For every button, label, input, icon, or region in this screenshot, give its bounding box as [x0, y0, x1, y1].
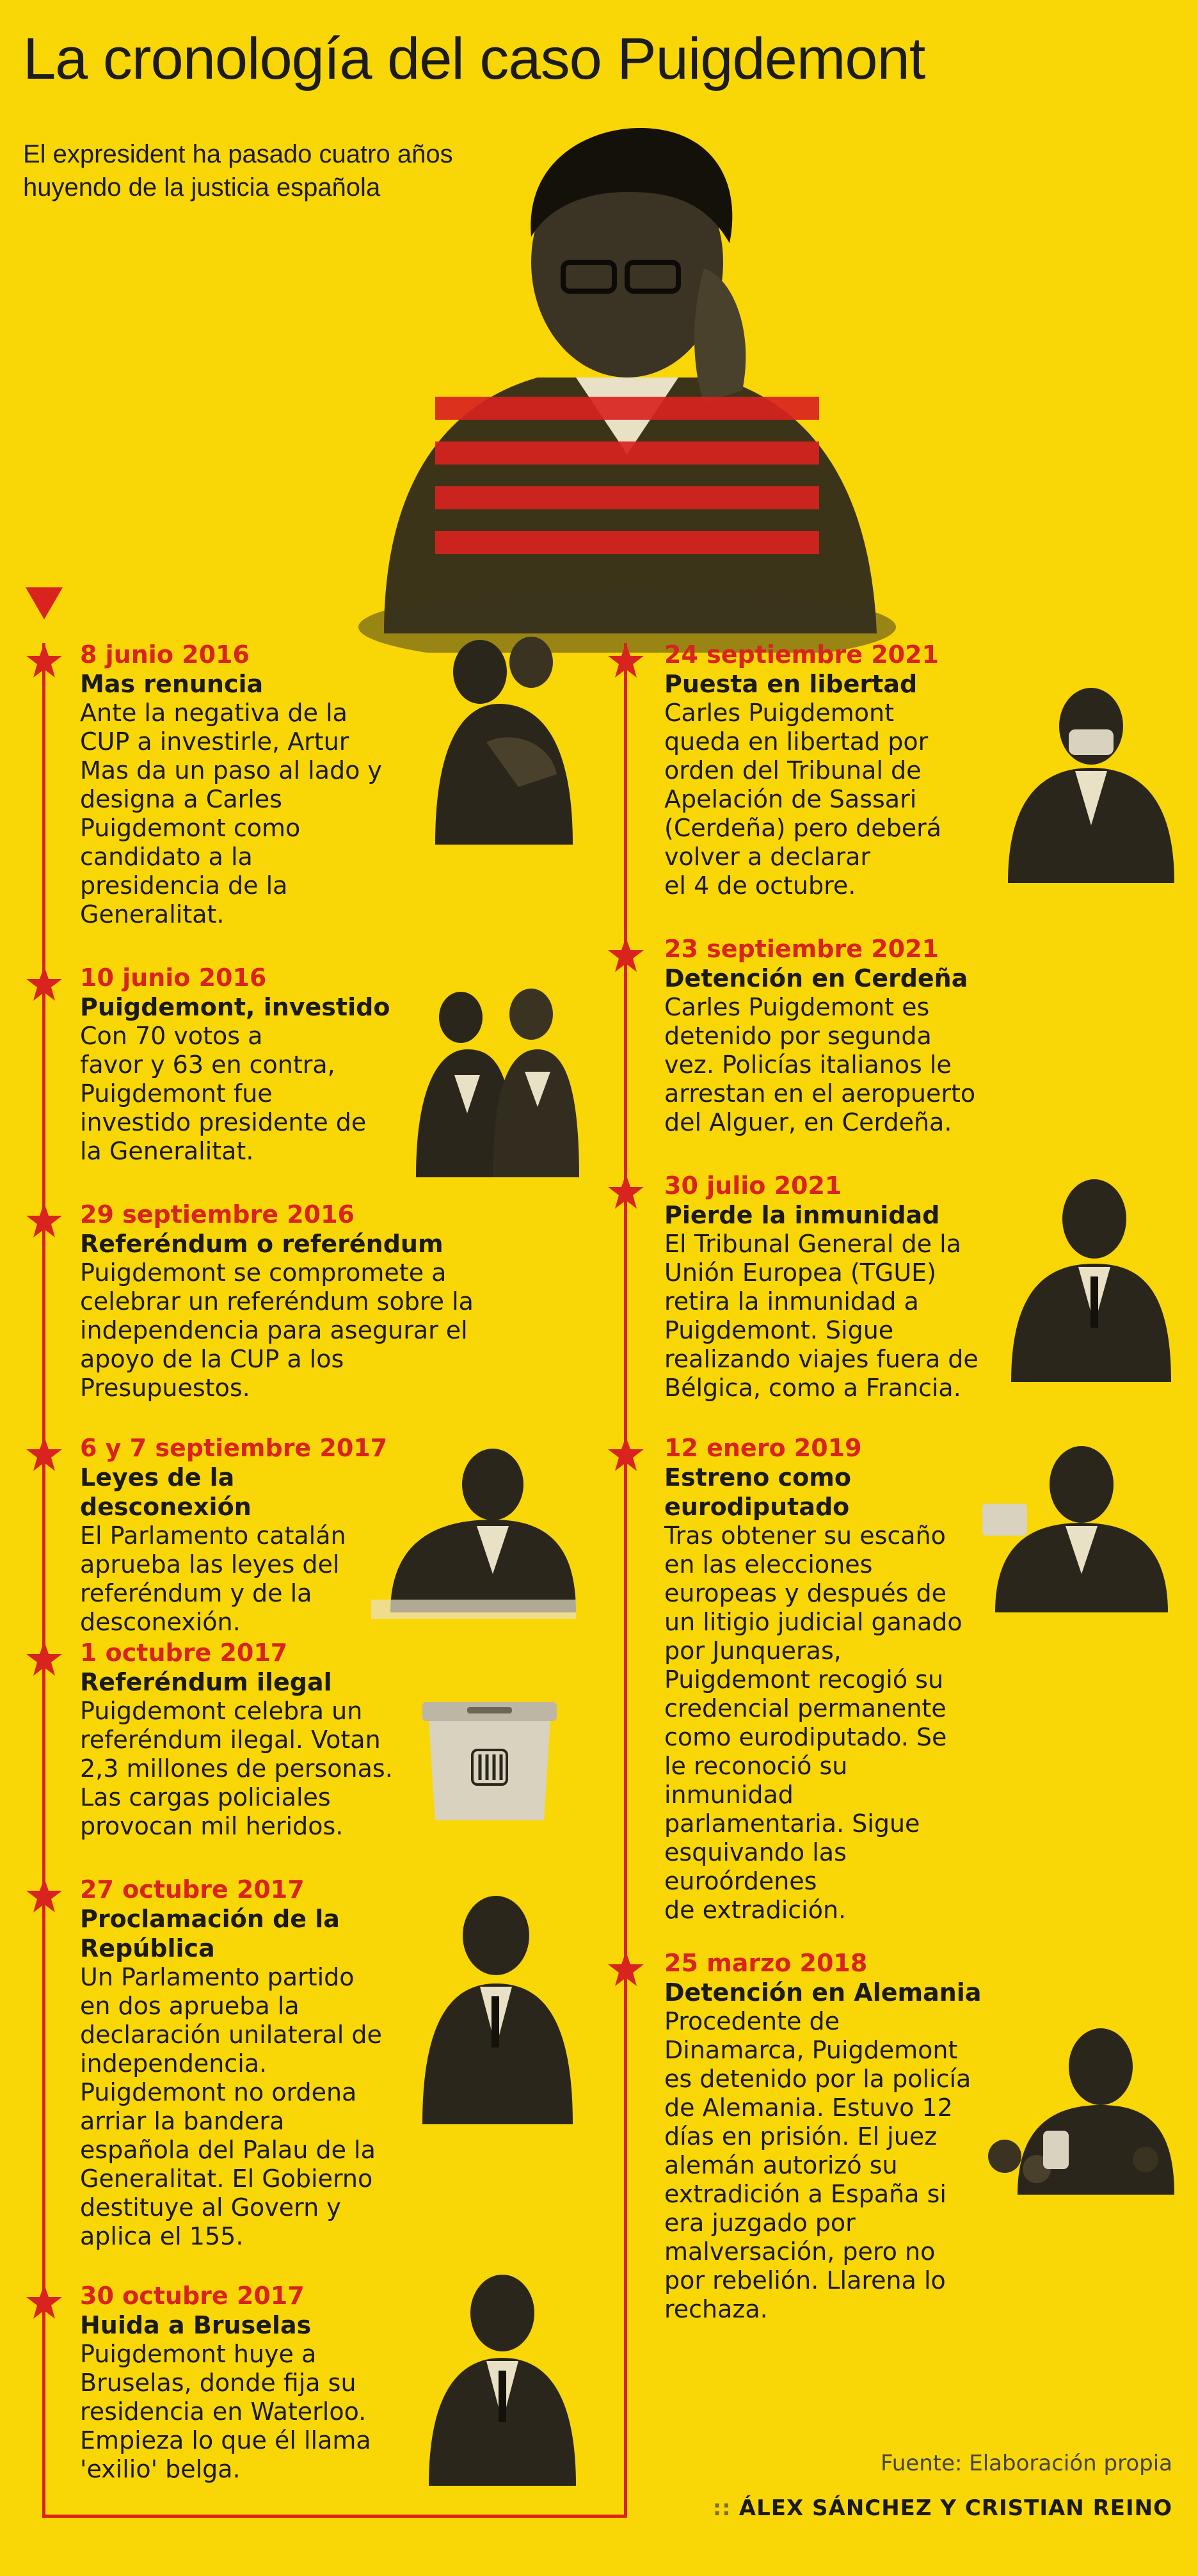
timeline-event [80, 1875, 413, 2251]
event-date: 6 y 7 septiembre 2017 [80, 1434, 388, 1462]
event-date: 29 septiembre 2016 [80, 1200, 355, 1228]
timeline-event [80, 2281, 413, 2484]
event-date: 10 junio 2016 [80, 964, 267, 992]
photo-leyes-desconexion [365, 1446, 582, 1625]
timeline-star-icon [26, 1435, 63, 1472]
event-title: Detención en Cerdeña [664, 964, 968, 992]
page-title: La cronología del caso Puigdemont [23, 26, 925, 91]
timeline-event [80, 640, 413, 929]
event-description: Carles Puigdemont queda en libertad por orden del Tribunal de Apelación de Sassari (Cerdeña) pero deberá volver a declarar el 4 de octubre. [664, 699, 941, 900]
event-description: Carles Puigdemont es detenido por segunda vez. Policías italianos le arrestan en el aeropuerto del Alguer, en Cerdeña. [664, 993, 976, 1136]
event-title: Estreno como eurodiputado [664, 1463, 851, 1521]
author-names: ÁLEX SÁNCHEZ Y CRISTIAN REINO [739, 2495, 1172, 2521]
event-date: 30 julio 2021 [664, 1172, 842, 1200]
timeline-star-icon [26, 1877, 63, 1914]
photo-detencion-alemania [986, 2022, 1178, 2195]
timeline-star-icon [26, 1202, 63, 1239]
event-title: Pierde la inmunidad [664, 1201, 940, 1229]
event-description: Puigdemont se compromete a celebrar un referéndum sobre la independencia para asegurar el apoyo de la CUP a los Presupuestos. [80, 1259, 474, 1402]
photo-puesta-libertad [995, 678, 1181, 883]
event-date: 27 octubre 2017 [80, 1875, 305, 1904]
event-description: El Tribunal General de la Unión Europea (TGUE) retira la inmunidad a Puigdemont. Sigue realizando viajes fuera de Bélgica, como a Francia. [664, 1230, 978, 1402]
event-description: El Parlamento catalán aprueba las leyes del referéndum y de la desconexión. [80, 1522, 346, 1636]
event-description: Procedente de Dinamarca, Puigdemont es detenido por la policía de Alemania. Estuvo 12 días en prisión. El juez alemán autorizó su extradición a España si era juzgado por malversación, pero no por rebelión. Llarena lo rechaza. [664, 2007, 971, 2323]
timeline-event [80, 1433, 413, 1637]
timeline-event [664, 934, 997, 1137]
event-title: Proclamación de la República [80, 1905, 340, 1962]
timeline-star-icon [26, 965, 63, 1002]
timeline-event [664, 640, 965, 900]
timeline-star-icon [607, 936, 644, 973]
timeline-right-line [624, 643, 627, 2518]
event-date: 23 septiembre 2021 [664, 935, 939, 963]
event-description: Tras obtener su escaño en las elecciones europeas y después de un litigio judicial ganado por Junqueras, Puigdemont recogió su credencial permanente como eurodiputado. Se le reconoció su inmunidad parlamentaria. Sigue esquivando las euroórdenes de extradición. [664, 1522, 962, 1924]
event-title: Puigdemont, investido [80, 993, 390, 1021]
event-title: Mas renuncia [80, 670, 264, 698]
event-description: Puigdemont huye a Bruselas, donde fija su residencia en Waterloo. Empieza lo que él llama 'exilio' belga. [80, 2340, 371, 2483]
source-note: Fuente: Elaboración propia [881, 2451, 1172, 2476]
timeline-star-icon [26, 1640, 63, 1677]
event-date: 8 junio 2016 [80, 640, 250, 669]
timeline-event [80, 963, 413, 1166]
timeline-start-triangle-icon [26, 587, 63, 619]
event-date: 30 octubre 2017 [80, 2282, 305, 2310]
timeline-star-icon [607, 642, 644, 679]
event-date: 25 marzo 2018 [664, 1949, 868, 1977]
event-description: Ante la negativa de la CUP a investirle, Artur Mas da un paso al lado y designa a Carles Puigdemont como candidato a la presidencia de la Generalitat. [80, 699, 382, 928]
event-title: Huida a Bruselas [80, 2311, 312, 2339]
event-title: Referéndum o referéndum [80, 1230, 443, 1258]
hero-portrait-image [346, 122, 909, 653]
page-subtitle: El expresident ha pasado cuatro años huyendo de la justicia española [23, 140, 453, 202]
event-title: Referéndum ilegal [80, 1668, 332, 1696]
event-title: Puesta en libertad [664, 670, 918, 698]
author-credit [713, 2495, 1172, 2521]
timeline-event [80, 1638, 413, 1841]
event-date: 1 octubre 2017 [80, 1639, 288, 1667]
timeline-event [664, 1171, 1023, 1403]
event-title: Detención en Alemania [664, 1978, 982, 2007]
event-description: Puigdemont celebra un referéndum ilegal. Votan 2,3 millones de personas. Las cargas policiales provocan mil heridos. [80, 1697, 393, 1840]
event-date: 12 enero 2019 [664, 1434, 862, 1462]
timeline-event [80, 1200, 515, 1403]
timeline-star-icon [607, 1950, 644, 1987]
credit-dots-icon: :: [712, 2495, 731, 2521]
timeline-bottom-line [42, 2515, 627, 2518]
photo-huida-bruselas [422, 2268, 582, 2486]
timeline-star-icon [26, 642, 63, 679]
photo-proclamacion [410, 1888, 582, 2124]
event-title: Leyes de la desconexión [80, 1463, 252, 1521]
photo-investidura [410, 985, 582, 1177]
event-date: 24 septiembre 2021 [664, 640, 939, 669]
timeline-left-line [42, 643, 45, 2518]
ballot-box-icon [416, 1696, 563, 1824]
timeline-star-icon [26, 2283, 63, 2320]
photo-pierde-inmunidad [998, 1171, 1178, 1382]
timeline-star-icon [607, 1435, 644, 1472]
timeline-event [664, 1433, 997, 1925]
timeline-event [664, 1948, 1010, 2324]
timeline-star-icon [607, 1173, 644, 1210]
photo-eurodiputado [970, 1440, 1174, 1612]
event-description: Un Parlamento partido en dos aprueba la declaración unilateral de independencia. Puigdemont no ordena arriar la bandera española del Palau de la Generalitat. El Gobierno destituye al Govern y aplica el 155. [80, 1963, 382, 2250]
photo-mas-puigdemont-hug [422, 633, 582, 845]
event-description: Con 70 votos a favor y 63 en contra, Puigdemont fue investido presidente de la Generalitat. [80, 1022, 367, 1165]
